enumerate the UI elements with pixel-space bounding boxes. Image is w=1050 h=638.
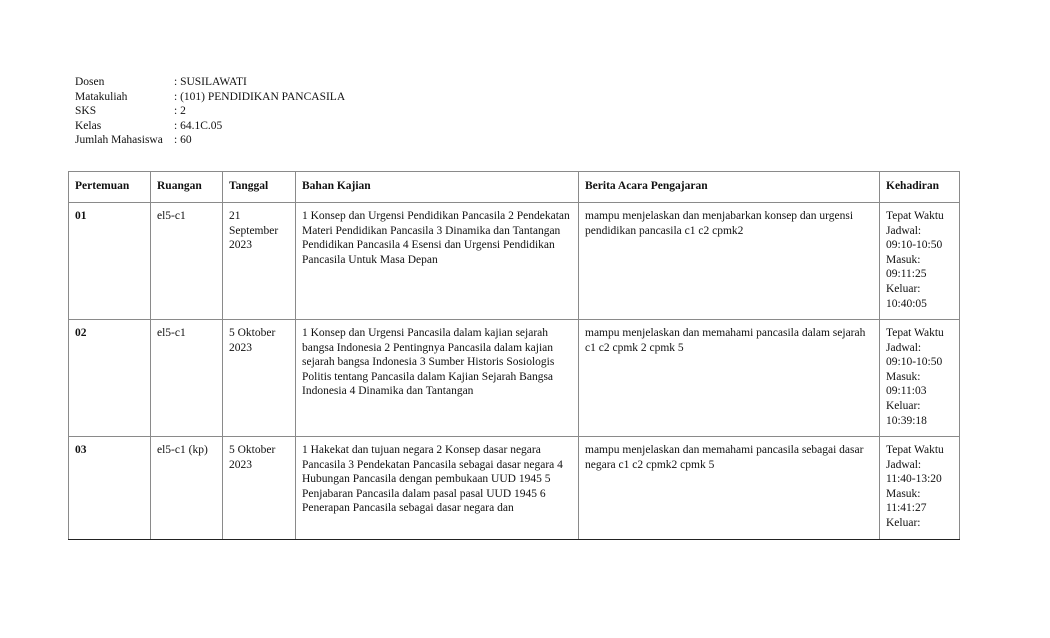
kehadiran-masuk-label: Masuk: xyxy=(886,370,921,383)
table-row xyxy=(69,437,960,540)
kehadiran-status: Tepat Waktu xyxy=(886,444,944,456)
kehadiran-masuk: 09:11:25 xyxy=(886,268,927,281)
kehadiran-status: Tepat Waktu xyxy=(886,327,944,339)
kelas-label: Kelas xyxy=(75,119,102,132)
kehadiran-jadwal: 11:40-13:20 xyxy=(886,473,942,486)
cell-kehadiran xyxy=(880,203,960,320)
cell-ruangan: el5-c1 xyxy=(151,320,223,437)
kehadiran-jadwal-label: Jadwal: xyxy=(886,224,922,237)
dosen-value: : SUSILAWATI xyxy=(174,76,247,88)
kehadiran-keluar-label: Keluar: xyxy=(886,516,921,529)
cell-berita-acara: mampu menjelaskan dan memahami pancasila dalam sejarah c1 c2 cpmk 2 cpmk 5 xyxy=(579,320,880,437)
kehadiran-masuk-label: Masuk: xyxy=(886,487,921,500)
sks-value: : 2 xyxy=(174,105,186,118)
kehadiran-jadwal: 09:10-10:50 xyxy=(886,356,943,369)
table-header-row xyxy=(69,172,960,203)
kehadiran-keluar-label: Keluar: xyxy=(886,282,921,295)
kehadiran-jadwal-label: Jadwal: xyxy=(886,341,922,354)
cell-tanggal: 5 Oktober 2023 xyxy=(223,320,296,437)
kehadiran-masuk: 11:41:27 xyxy=(886,502,927,515)
header-tanggal: Tanggal xyxy=(223,172,296,203)
dosen-label: Dosen xyxy=(75,76,105,88)
kehadiran-masuk-label: Masuk: xyxy=(886,253,921,266)
matakuliah-value: : (101) PENDIDIKAN PANCASILA xyxy=(174,90,346,103)
cell-tanggal: 21 September 2023 xyxy=(223,203,296,320)
info-row-jumlah-mahasiswa xyxy=(75,133,345,148)
kelas-value: : 64.1C.05 xyxy=(174,119,223,132)
course-info xyxy=(75,75,345,148)
kehadiran-status: Tepat Waktu xyxy=(886,210,944,222)
table-row xyxy=(69,203,960,320)
header-ruangan: Ruangan xyxy=(151,172,223,203)
cell-pertemuan: 03 xyxy=(69,437,151,540)
info-row-sks xyxy=(75,104,345,119)
jumlah-mahasiswa-value: : 60 xyxy=(174,134,192,147)
cell-bahan-kajian: 1 Hakekat dan tujuan negara 2 Konsep dasar negara Pancasila 3 Pendekatan Pancasila sebagai dasar negara 4 Hubungan Pancasila dengan pembukaan UUD 1945 5 Penjabaran Pancasila dalam pasal pasal UUD 1945 6 Penerapan Pancasila sebagai dasar negara dan xyxy=(296,437,579,540)
kehadiran-masuk: 09:11:03 xyxy=(886,385,927,398)
cell-tanggal: 5 Oktober 2023 xyxy=(223,437,296,540)
header-pertemuan: Pertemuan xyxy=(69,172,151,203)
matakuliah-label: Matakuliah xyxy=(75,90,128,103)
teaching-report-table xyxy=(68,171,960,540)
kehadiran-keluar: 10:39:18 xyxy=(886,414,927,427)
cell-ruangan: el5-c1 xyxy=(151,203,223,320)
header-kehadiran: Kehadiran xyxy=(880,172,960,203)
cell-pertemuan: 02 xyxy=(69,320,151,437)
info-row-dosen xyxy=(75,75,345,90)
cell-berita-acara: mampu menjelaskan dan menjabarkan konsep dan urgensi pendidikan pancasila c1 c2 cpmk2 xyxy=(579,203,880,320)
info-row-matakuliah xyxy=(75,90,345,105)
sks-label: SKS xyxy=(75,105,97,118)
kehadiran-jadwal: 09:10-10:50 xyxy=(886,239,943,252)
jumlah-mahasiswa-label: Jumlah Mahasiswa xyxy=(75,134,163,147)
table-row xyxy=(69,320,960,437)
kehadiran-keluar: 10:40:05 xyxy=(886,297,927,310)
cell-bahan-kajian: 1 Konsep dan Urgensi Pancasila dalam kajian sejarah bangsa Indonesia 2 Pentingnya Pancasila dalam kajian sejarah bangsa Indonesia 3 Sumber Historis Sosiologis Politis tentang Pancasila dalam Kajian Sejarah Bangsa Indonesia 4 Dinamika dan Tantangan xyxy=(296,320,579,437)
header-bahan-kajian: Bahan Kajian xyxy=(296,172,579,203)
cell-pertemuan: 01 xyxy=(69,203,151,320)
cell-ruangan: el5-c1 (kp) xyxy=(151,437,223,540)
cell-berita-acara: mampu menjelaskan dan memahami pancasila sebagai dasar negara c1 c2 cpmk2 cpmk 5 xyxy=(579,437,880,540)
info-row-kelas xyxy=(75,119,345,134)
cell-bahan-kajian: 1 Konsep dan Urgensi Pendidikan Pancasila 2 Pendekatan Materi Pendidikan Pancasila 3 Dinamika dan Tantangan Pendidikan Pancasila 4 Esensi dan Urgensi Pendidikan Pancasila Untuk Masa Depan xyxy=(296,203,579,320)
header-berita-acara: Berita Acara Pengajaran xyxy=(579,172,880,203)
kehadiran-jadwal-label: Jadwal: xyxy=(886,458,922,471)
kehadiran-keluar-label: Keluar: xyxy=(886,399,921,412)
cell-kehadiran xyxy=(880,437,960,540)
cell-kehadiran xyxy=(880,320,960,437)
